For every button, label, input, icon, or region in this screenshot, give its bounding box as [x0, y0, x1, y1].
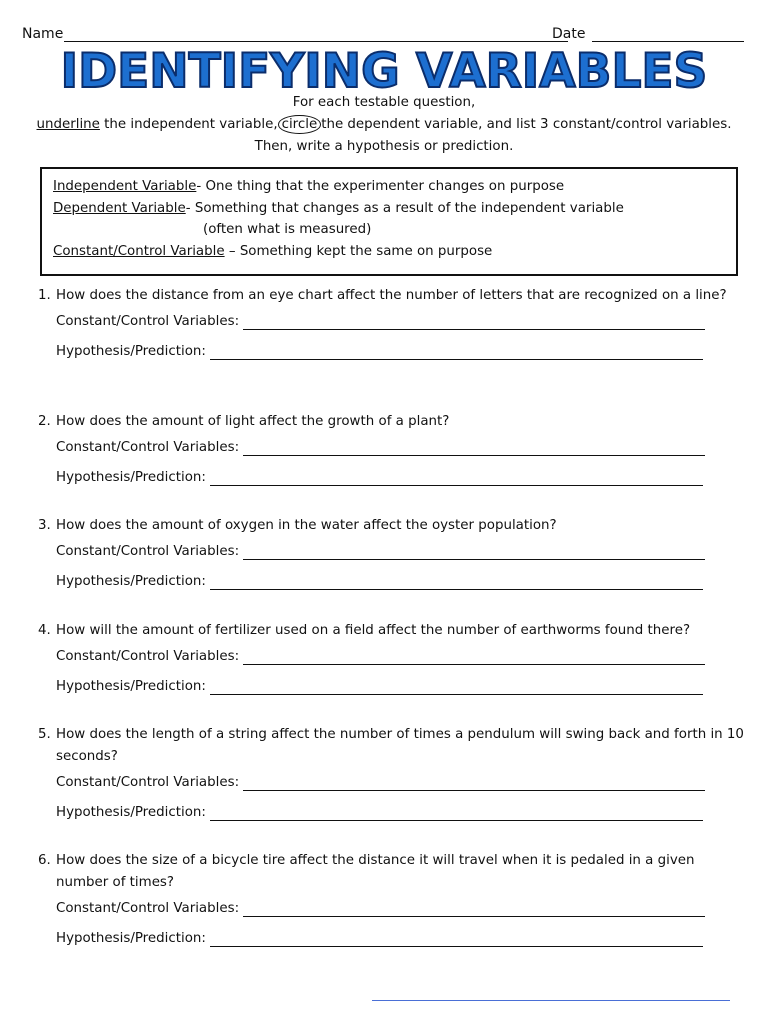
definition-sep: - [185, 200, 195, 216]
hypothesis-field [56, 337, 750, 367]
constants-label: Constant/Control Variables: [56, 649, 240, 664]
hypothesis-field [56, 798, 750, 828]
definition-text: One thing that the experimenter changes on purpose [205, 179, 565, 194]
question-item [38, 411, 750, 493]
hypothesis-answer-line[interactable] [210, 820, 703, 821]
instructions-line-3: Then, write a hypothesis or prediction. [254, 139, 514, 154]
constants-answer-line[interactable] [243, 329, 705, 330]
question-text: How does the amount of oxygen in the water affect the oyster population? [56, 518, 557, 533]
date-label: Date [552, 26, 586, 42]
hypothesis-label: Hypothesis/Prediction: [56, 470, 206, 485]
instructions-text-a: the independent variable, [99, 117, 278, 132]
circle-word: circle [278, 115, 322, 134]
question-number: 4. [38, 623, 51, 638]
instructions-line-2 [0, 114, 768, 136]
definitions-box [40, 167, 738, 276]
definition-constant [53, 241, 736, 263]
definition-text: Something that changes as a result of the independent variable [194, 200, 624, 216]
definition-term: Dependent Variable [53, 200, 186, 216]
footer-link-underline[interactable] [372, 1000, 730, 1001]
constants-label: Constant/Control Variables: [56, 775, 240, 790]
definition-term: Independent Variable [53, 179, 197, 194]
constants-field [56, 768, 750, 798]
date-field-line[interactable] [592, 41, 744, 42]
hypothesis-answer-line[interactable] [210, 359, 703, 360]
name-label: Name [22, 26, 64, 42]
constants-field [56, 307, 750, 337]
question-item [38, 850, 750, 954]
hypothesis-answer-line[interactable] [210, 485, 703, 486]
instructions [0, 92, 768, 158]
instructions-text-b: the dependent variable, and list 3 constant/control variables. [321, 117, 732, 132]
constants-field [56, 642, 750, 672]
constants-field [56, 433, 750, 463]
hypothesis-answer-line[interactable] [210, 946, 703, 947]
question-number: 5. [38, 727, 51, 742]
definition-text: Something kept the same on purpose [239, 243, 493, 259]
definition-term: Constant/Control Variable [53, 243, 225, 259]
hypothesis-answer-line[interactable] [210, 589, 703, 590]
definition-dependent [53, 198, 736, 220]
hypothesis-field [56, 463, 750, 493]
page-title: IDENTIFYING VARIABLES [60, 44, 708, 99]
constants-label: Constant/Control Variables: [56, 314, 240, 329]
hypothesis-field [56, 567, 750, 597]
constants-label: Constant/Control Variables: [56, 544, 240, 559]
question-text: How does the amount of light affect the growth of a plant? [56, 414, 450, 429]
hypothesis-label: Hypothesis/Prediction: [56, 931, 206, 946]
hypothesis-field [56, 672, 750, 702]
constants-answer-line[interactable] [243, 455, 705, 456]
hypothesis-label: Hypothesis/Prediction: [56, 574, 206, 589]
question-number: 2. [38, 414, 51, 429]
constants-answer-line[interactable] [243, 790, 705, 791]
question-item [38, 515, 750, 597]
question-item [38, 285, 750, 367]
definition-sep: - [196, 179, 206, 194]
definition-sep: – [224, 243, 240, 259]
hypothesis-label: Hypothesis/Prediction: [56, 344, 206, 359]
question-text: How does the distance from an eye chart affect the number of letters that are recognized on a line? [56, 288, 727, 303]
underline-word: underline [36, 117, 100, 132]
constants-field [56, 894, 750, 924]
question-item [38, 724, 750, 828]
constants-label: Constant/Control Variables: [56, 901, 240, 916]
question-text: How does the length of a string affect the number of times a pendulum will swing back and forth in 10 seconds? [56, 727, 744, 764]
question-number: 3. [38, 518, 51, 533]
hypothesis-label: Hypothesis/Prediction: [56, 679, 206, 694]
question-item [38, 620, 750, 702]
hypothesis-label: Hypothesis/Prediction: [56, 805, 206, 820]
constants-answer-line[interactable] [243, 664, 705, 665]
question-text: How does the size of a bicycle tire affect the distance it will travel when it is pedaled in a given number of times? [56, 853, 695, 890]
name-field-line[interactable] [64, 41, 568, 42]
instructions-line-1: For each testable question, [292, 95, 476, 110]
header-row [22, 24, 746, 46]
constants-field [56, 537, 750, 567]
definition-independent [53, 176, 736, 198]
question-text: How will the amount of fertilizer used on a field affect the number of earthworms found there? [56, 623, 691, 638]
hypothesis-field [56, 924, 750, 954]
question-number: 1. [38, 288, 51, 303]
definition-continuation: (often what is measured) [203, 222, 372, 237]
constants-answer-line[interactable] [243, 559, 705, 560]
constants-label: Constant/Control Variables: [56, 440, 240, 455]
hypothesis-answer-line[interactable] [210, 694, 703, 695]
question-number: 6. [38, 853, 51, 868]
constants-answer-line[interactable] [243, 916, 705, 917]
